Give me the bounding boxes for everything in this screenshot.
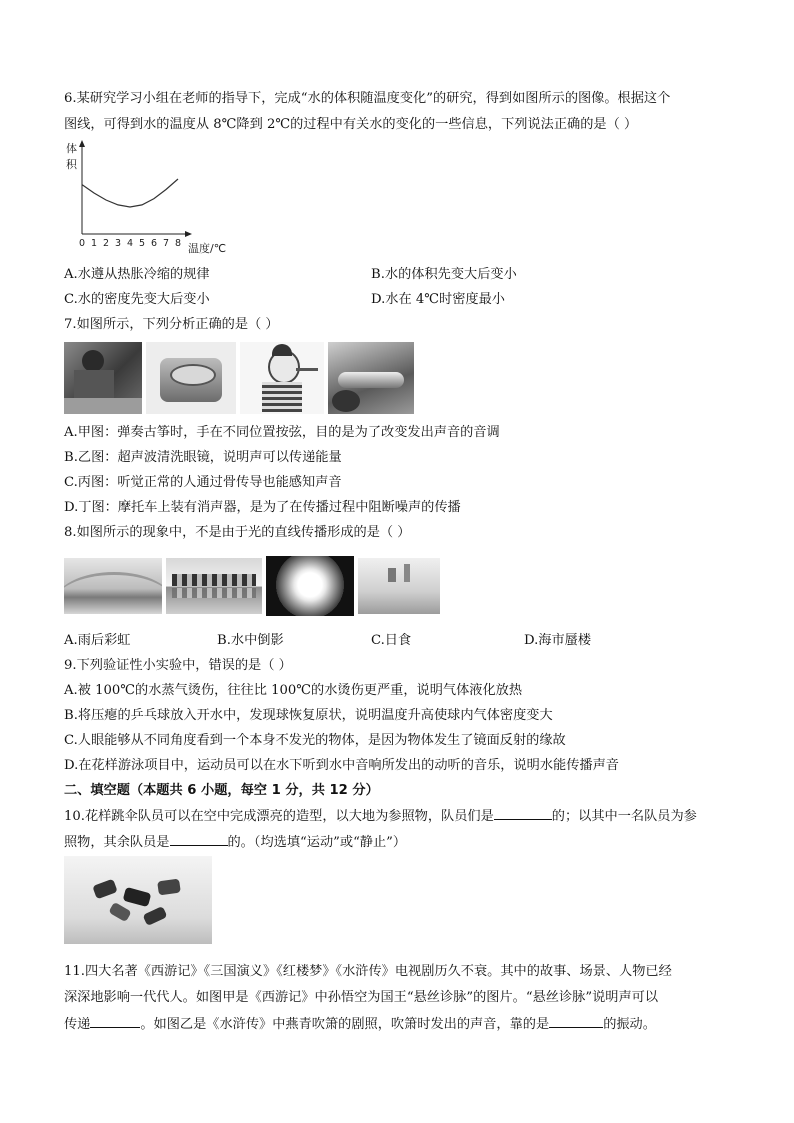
volume-temperature-chart — [60, 138, 260, 260]
chart-x-tick-label: 0 — [79, 238, 86, 249]
q9-option-b[interactable]: B.将压瘪的乒乓球放入开水中，发现球恢复原状，说明温度升高使球内气体密度变大 — [64, 708, 553, 723]
chart-x-tick-label: 1 — [91, 238, 98, 249]
q7-photo-jia-guzheng — [64, 342, 142, 414]
q11-answer-blank-2[interactable] — [549, 1015, 603, 1028]
q8-stem: 8.如图所示的现象中，不是由于光的直线传播形成的是（ ） — [64, 525, 411, 540]
q6-option-d[interactable]: D.水在 4℃时密度最小 — [371, 292, 505, 307]
q11-text-3b: 。如图乙是《水浒传》中燕青吹箫的剧照，吹箫时发出的声音，靠的是 — [140, 1017, 550, 1032]
q8-option-b[interactable]: B.水中倒影 — [217, 633, 284, 648]
q9-option-a[interactable]: A.被 100℃的水蒸气烫伤，往往比 100℃的水烫伤更严重，说明气体液化放热 — [64, 683, 523, 698]
q11-line-3 — [64, 1015, 656, 1034]
q8-option-a[interactable]: A.雨后彩虹 — [64, 633, 131, 648]
chart-x-arrow — [185, 231, 192, 237]
q10-answer-blank-1[interactable] — [494, 807, 552, 820]
q6-line-2: 图线，可得到水的温度从 8℃降到 2℃的过程中有关水的变化的一些信息，下列说法正确的是（ ） — [64, 117, 638, 132]
chart-y-label-2: 积 — [66, 158, 77, 171]
chart-x-tick-label: 6 — [151, 238, 158, 249]
q8-photo-water-reflection — [166, 558, 262, 614]
q8-option-c[interactable]: C.日食 — [371, 633, 412, 648]
q6-option-a[interactable]: A.水遵从热胀冷缩的规律 — [64, 267, 210, 282]
chart-x-tick-label: 7 — [163, 238, 170, 249]
chart-x-tick-label: 8 — [175, 238, 182, 249]
q10-text-1b: 的；以其中一名队员为参 — [551, 809, 697, 824]
q6-option-c[interactable]: C.水的密度先变大后变小 — [64, 292, 210, 307]
q9-option-d[interactable]: D.在花样游泳项目中，运动员可以在水下听到水中音响所发出的动听的音乐，说明水能传播声音 — [64, 758, 619, 773]
q11-line-2: 深深地影响一代代人。如图甲是《西游记》中孙悟空为国王“悬丝诊脉”的图片。“悬丝诊脉”说明声可以 — [64, 990, 659, 1005]
q7-option-b[interactable]: B.乙图：超声波清洗眼镜，说明声可以传递能量 — [64, 450, 342, 465]
chart-x-tick-label: 3 — [115, 238, 122, 249]
q10-text-1a: 10.花样跳伞队员可以在空中完成漂亮的造型，以大地为参照物，队员们是 — [64, 809, 494, 824]
q11-text-3c: 的振动。 — [603, 1017, 656, 1032]
section-2-title: 二、填空题（本题共 6 小题，每空 1 分，共 12 分） — [64, 783, 379, 798]
q7-stem: 7.如图所示，下列分析正确的是（ ） — [64, 317, 279, 332]
chart-x-ticks — [79, 238, 181, 249]
q7-photo-ding-motorcycle-muffler — [328, 342, 414, 414]
q10-photo-skydivers — [64, 856, 212, 944]
q11-line-1: 11.四大名著《西游记》《三国演义》《红楼梦》《水浒传》电视剧历久不衰。其中的故事、场景、人物已经 — [64, 964, 672, 979]
q10-text-2a: 照物，其余队员是 — [64, 835, 170, 850]
q10-line-1 — [64, 807, 697, 826]
chart-x-tick-label: 5 — [139, 238, 146, 249]
chart-volume-curve — [82, 179, 178, 207]
q8-photo-solar-eclipse — [266, 556, 354, 616]
q11-answer-blank-1[interactable] — [90, 1015, 140, 1028]
q10-answer-blank-2[interactable] — [170, 833, 228, 846]
q8-photo-mirage — [358, 558, 440, 614]
q7-option-d[interactable]: D.丁图：摩托车上装有消声器，是为了在传播过程中阻断噪声的传播 — [64, 500, 461, 515]
q7-option-a[interactable]: A.甲图：弹奏古筝时，手在不同位置按弦，目的是为了改变发出声音的音调 — [64, 425, 500, 440]
q10-text-2b: 的。（均选填“运动”或“静止”） — [227, 835, 407, 850]
q7-photo-bing-bone-conduction — [240, 342, 324, 414]
q9-option-c[interactable]: C.人眼能够从不同角度看到一个本身不发光的物体，是因为物体发生了镜面反射的缘故 — [64, 733, 566, 748]
chart-y-label-1: 体 — [66, 142, 77, 155]
q6-line-1: 6.某研究学习小组在老师的指导下，完成“水的体积随温度变化”的研究，得到如图所示的图像。根据这个 — [64, 91, 671, 106]
q7-option-c[interactable]: C.丙图：听觉正常的人通过骨传导也能感知声音 — [64, 475, 342, 490]
q8-option-d[interactable]: D.海市蜃楼 — [524, 633, 592, 648]
q9-stem: 9.下列验证性小实验中，错误的是（ ） — [64, 658, 292, 673]
chart-y-arrow — [79, 140, 85, 147]
q10-line-2 — [64, 833, 406, 852]
chart-x-label: 温度/℃ — [188, 242, 227, 255]
q6-option-b[interactable]: B.水的体积先变大后变小 — [371, 267, 517, 282]
q11-text-3a: 传递 — [64, 1017, 91, 1032]
chart-x-tick-label: 2 — [103, 238, 110, 249]
q7-photo-yi-ultrasonic-cleaner — [146, 342, 236, 414]
q8-photo-rainbow — [64, 558, 162, 614]
chart-x-tick-label: 4 — [127, 238, 134, 249]
